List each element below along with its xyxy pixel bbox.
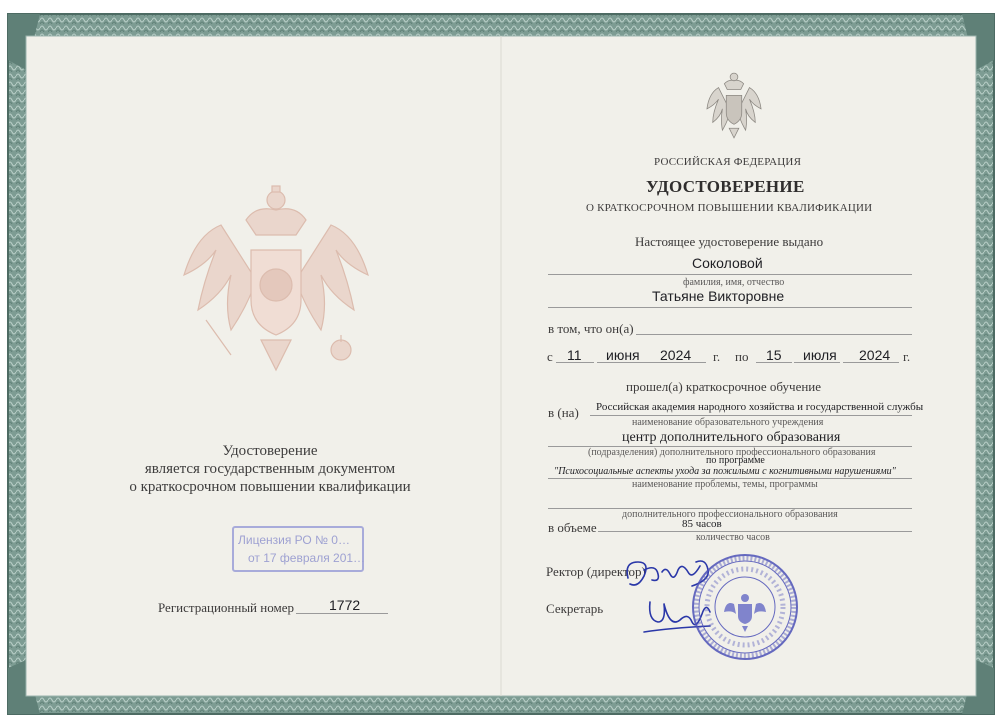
license-stamp — [232, 526, 364, 572]
from-month: июня — [606, 347, 640, 363]
date-to-label: по — [735, 349, 749, 364]
to-month: июля — [803, 347, 837, 363]
program-label: по программе — [706, 455, 765, 466]
department-caption: (подразделения) дополнительного профессионального образования — [588, 447, 876, 458]
recipient-name-patronymic: Татьяне Викторовне — [652, 288, 785, 304]
certificate-subtitle: О КРАТКОСРОЧНОМ ПОВЫШЕНИИ КВАЛИФИКАЦИИ — [586, 202, 873, 214]
rector-label: Ректор (директор) — [546, 564, 646, 579]
hours-caption: количество часов — [696, 532, 770, 543]
date-from-label: с — [547, 349, 553, 364]
license-stamp-line-1: Лицензия РО № 0… — [238, 533, 350, 547]
certificate-title: УДОСТОВЕРЕНИЕ — [646, 177, 805, 196]
registration-number-value: 1772 — [329, 597, 361, 613]
from-year: 2024 — [660, 347, 692, 363]
program-name: "Психосоциальные аспекты ухода за пожилыми с когнитивными нарушениями" — [554, 466, 896, 477]
surname-line — [548, 274, 912, 275]
statement-line-2: является государственным документом — [144, 461, 396, 477]
coat-of-arms-icon — [705, 70, 763, 140]
department-name: центр дополнительного образования — [622, 430, 841, 445]
fio-caption: фамилия, имя, отчество — [683, 277, 785, 288]
registration-number-line — [296, 613, 388, 614]
institution-name: Российская академия народного хозяйства и государственной службы — [596, 401, 924, 413]
institution-in-label: в (на) — [548, 405, 579, 420]
completed-training-label: прошел(а) краткосрочное обучение — [626, 379, 822, 394]
dpo-caption: дополнительного профессионального образования — [622, 509, 838, 520]
from-day: 11 — [567, 347, 582, 363]
from-year-suffix: г. — [713, 349, 721, 364]
institution-line — [590, 415, 912, 416]
volume-label: в объеме — [548, 520, 597, 535]
secretary-label: Секретарь — [546, 601, 604, 616]
statement-line-3: о краткосрочном повышении квалификации — [129, 479, 411, 495]
name-line — [548, 307, 912, 308]
coat-of-arms-watermark-icon — [176, 180, 376, 380]
to-year: 2024 — [859, 347, 891, 363]
institution-caption: наименование образовательного учреждения — [632, 417, 824, 428]
program-caption: наименование проблемы, темы, программы — [632, 479, 818, 490]
in-that-line — [636, 334, 912, 335]
to-day: 15 — [766, 347, 782, 363]
to-year-suffix: г. — [903, 349, 911, 364]
recipient-surname: Соколовой — [692, 255, 763, 271]
registration-number-label: Регистрационный номер — [158, 600, 294, 615]
in-that-label: в том, что он(а) — [548, 321, 634, 336]
license-stamp-line-2: от 17 февраля 201… — [248, 551, 366, 565]
official-round-stamp-icon — [690, 552, 800, 662]
country-name: РОССИЙСКАЯ ФЕДЕРАЦИЯ — [654, 156, 802, 168]
hours-value: 85 часов — [682, 518, 722, 530]
issued-to-label: Настоящее удостоверение выдано — [635, 234, 824, 249]
statement-line-1: Удостоверение — [222, 443, 318, 459]
